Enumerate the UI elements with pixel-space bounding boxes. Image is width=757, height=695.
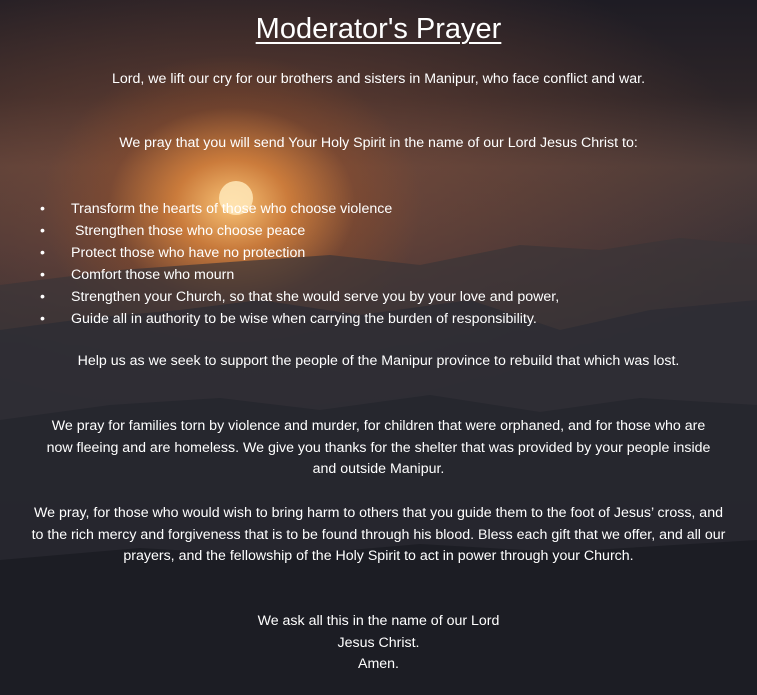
bullet-icon: • bbox=[40, 311, 45, 327]
holy-spirit-paragraph: We pray that you will send Your Holy Spirit in the name of our Lord Jesus Christ to: bbox=[119, 135, 638, 151]
list-item-text: Guide all in authority to be wise when carrying the burden of responsibility. bbox=[71, 311, 537, 327]
petition-list bbox=[0, 198, 757, 330]
list-item-text: Protect those who have no protection bbox=[71, 245, 306, 261]
list-item-text: Comfort those who mourn bbox=[71, 267, 235, 283]
mercy-paragraph: We pray, for those who would wish to bring harm to others that you guide them to the foot of Jesus’ cross, and to the rich mercy and forgiveness that is to be found through his blood. Bless each gift that we offer, and all our prayers, and the fellowship of the Holy Spirit to act in power through your Church. bbox=[31, 505, 726, 565]
list-item bbox=[0, 264, 757, 286]
bullet-icon: • bbox=[40, 223, 45, 239]
list-item bbox=[0, 242, 757, 264]
list-item bbox=[0, 286, 757, 308]
closing-block bbox=[60, 611, 697, 676]
bullet-icon: • bbox=[40, 289, 45, 305]
bullet-icon: • bbox=[40, 245, 45, 261]
list-item-text: Transform the hearts of those who choose violence bbox=[71, 201, 393, 217]
bullet-icon: • bbox=[40, 201, 45, 217]
bullet-icon: • bbox=[40, 267, 45, 283]
list-item-text: Strengthen those who choose peace bbox=[71, 223, 306, 239]
list-item bbox=[0, 308, 757, 330]
closing-line: Jesus Christ. bbox=[337, 634, 420, 651]
list-item bbox=[0, 198, 757, 220]
amen-line: Amen. bbox=[357, 656, 399, 673]
closing-line: We ask all this in the name of our Lord bbox=[257, 613, 500, 629]
families-paragraph: We pray for families torn by violence and murder, for children that were orphaned, and for those who are now fleeing and are homeless. We give you thanks for the shelter that was provided by your people inside and outside Manipur. bbox=[46, 418, 711, 478]
page-title: Moderator's Prayer bbox=[255, 13, 502, 45]
list-item-text: Strengthen your Church, so that she would serve you by your love and power, bbox=[71, 289, 560, 305]
list-item bbox=[0, 220, 757, 242]
rebuild-paragraph: Help us as we seek to support the people of the Manipur province to rebuild that which was lost. bbox=[77, 353, 680, 369]
intro-paragraph: Lord, we lift our cry for our brothers and sisters in Manipur, who face conflict and war. bbox=[111, 71, 646, 87]
